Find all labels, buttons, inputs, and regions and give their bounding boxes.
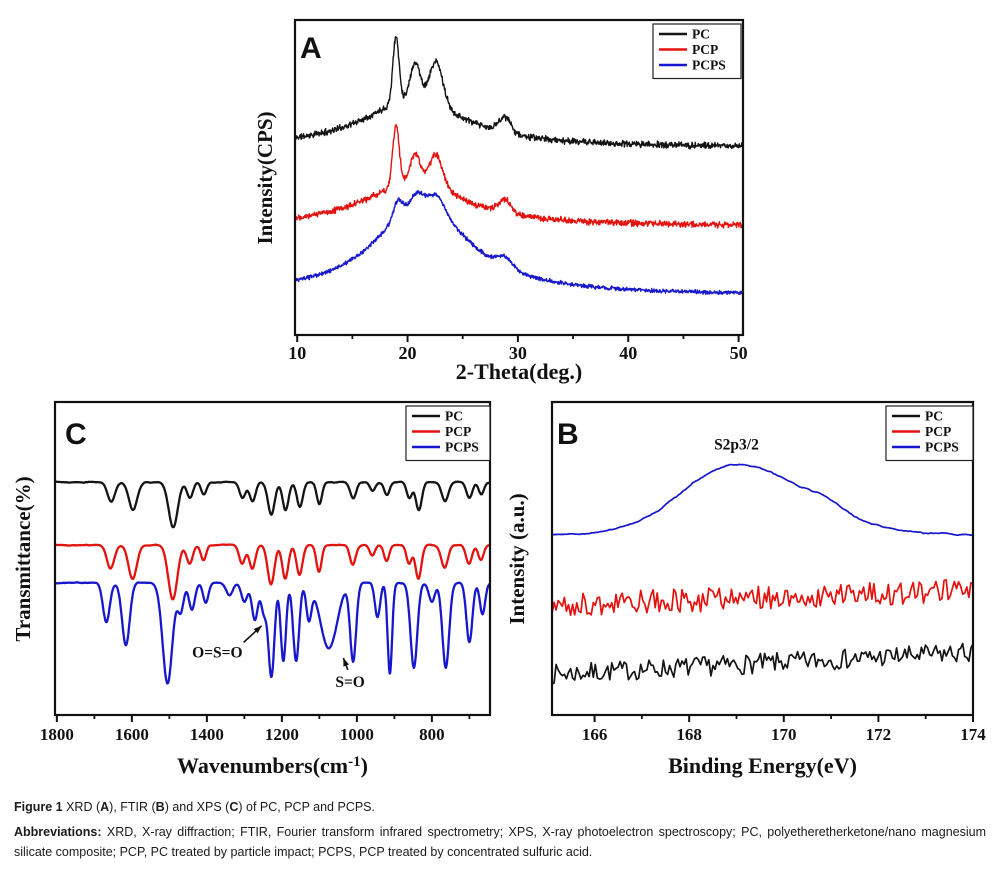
x-tick-label: 174 <box>960 725 986 744</box>
x-tick-label: 1000 <box>339 725 374 744</box>
x-tick-label: 168 <box>676 725 702 744</box>
panel-b-xps-chart <box>505 392 997 784</box>
y-axis-title: Intensity(CPS) <box>253 111 277 245</box>
x-tick-label: 1400 <box>189 725 224 744</box>
plot-area <box>552 464 973 684</box>
x-tick-label: 1800 <box>39 725 74 744</box>
legend-label-pcps: PCPS <box>445 439 479 455</box>
x-tick-label: 10 <box>288 343 307 363</box>
legend-label-pcp: PCP <box>445 424 472 439</box>
legend-label-pc: PC <box>692 26 710 42</box>
legend-label-pcp: PCP <box>925 424 952 439</box>
x-tick-label: 800 <box>419 725 445 744</box>
annotation-text: O=S=O <box>192 644 243 662</box>
abbreviations-label: Abbreviations: <box>14 825 107 840</box>
x-tick-label: 166 <box>581 725 608 744</box>
x-tick-label: 1200 <box>264 725 299 744</box>
y-axis-title: Intensity (a.u.) <box>505 493 529 625</box>
x-axis-title: 2-Theta(deg.) <box>455 359 583 384</box>
series-curve-pc <box>552 644 973 685</box>
legend-label-pcps: PCPS <box>692 57 726 73</box>
x-tick-label: 30 <box>508 343 527 363</box>
plot-area <box>55 482 490 684</box>
x-axis-title: Binding Energy(eV) <box>668 753 857 778</box>
legend-label-pc: PC <box>925 408 943 424</box>
series-curve-pcps <box>552 464 973 535</box>
x-tick-label: 170 <box>771 725 797 744</box>
panel-letter: A <box>300 32 322 65</box>
caption-title: Figure 1 XRD (A), FTIR (B) and XPS (C) of PC, PCP and PCPS. <box>14 800 375 814</box>
annotation-text: S=O <box>335 674 365 692</box>
series-curve-pcp <box>295 125 743 228</box>
series-curve-pc <box>55 482 490 528</box>
legend-label-pcps: PCPS <box>925 439 959 455</box>
figure-caption <box>14 798 986 868</box>
series-curve-pcp <box>552 580 973 615</box>
x-tick-label: 50 <box>729 343 748 363</box>
x-tick-label: 172 <box>865 725 892 744</box>
x-tick-label: 20 <box>398 343 417 363</box>
legend-label-pcp: PCP <box>692 42 719 57</box>
panel-letter: B <box>557 418 579 451</box>
x-tick-label: 40 <box>619 343 638 363</box>
caption-figure-label: Figure 1 <box>14 800 67 814</box>
caption-abbreviations: Abbreviations: XRD, X-ray diffraction; FTIR, Fourier transform infrared spectrometry; XPS, X-ray photoelectron spectroscopy; PC, polyetheretherketone/nano magnesium silicate composite; PCP, PC treated by particle impact; PCPS, PCP treated by concentrated sulfuric acid. <box>14 825 986 859</box>
panel-a-xrd-chart <box>250 8 760 388</box>
panel-c-ftir-chart <box>8 392 518 784</box>
series-curve-pcps <box>55 582 490 683</box>
series-curve-pcp <box>55 545 490 600</box>
legend-label-pc: PC <box>445 408 463 424</box>
annotation-arrowhead <box>343 658 349 667</box>
x-tick-label: 1600 <box>114 725 149 744</box>
series-curve-pcps <box>295 191 743 295</box>
annotation-text: S2p3/2 <box>714 436 759 454</box>
y-axis-title: Transmittance(%) <box>11 476 35 642</box>
panel-letter: C <box>65 418 87 451</box>
x-axis-title: $Wavenumbers(cm^{-1})$ <box>177 753 368 778</box>
